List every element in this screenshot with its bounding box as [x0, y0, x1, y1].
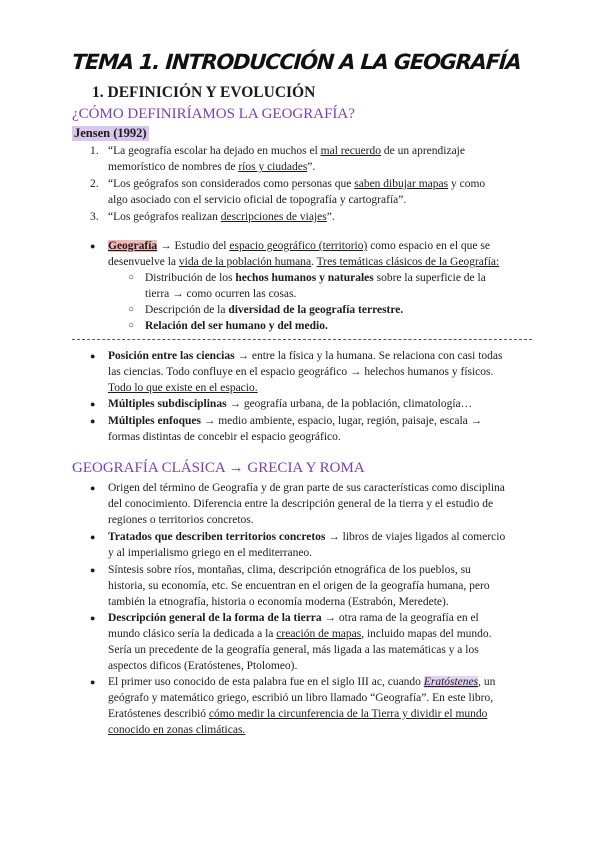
circle-bullet-icon: ○: [128, 320, 135, 331]
list-item-text: “La geografía escolar ha dejado en muchos el mal recuerdo de un aprendizaje: [108, 145, 465, 157]
list-item-text: “Los geógrafos realizan descripciones de viajes”.: [108, 211, 335, 223]
bullet-text: Síntesis sobre ríos, montañas, clima, descripción etnográfica de los pueblos, su: [108, 564, 471, 576]
bullet-text: Todo lo que existe en el espacio.: [108, 382, 258, 394]
bullet-text: Origen del término de Geografía y de gran parte de sus características como disciplina: [108, 482, 505, 494]
bullet-text: Posición entre las ciencias → entre la física y la humana. Se relaciona con casi todas: [108, 350, 503, 362]
bullet-icon: ●: [90, 532, 96, 542]
bullet-icon: ●: [90, 351, 96, 361]
definition-text: desenvuelve la vida de la población humana. Tres temáticas clásicos de la Geografía:: [108, 256, 500, 268]
definition-text: Geografía → Estudio del espacio geográfico (territorio) como espacio en el que se: [108, 240, 490, 252]
bullet-text: Descripción general de la forma de la tierra → otra rama de la geografía en el: [108, 612, 479, 624]
bullet-text: regiones o territorios concretos.: [108, 514, 254, 526]
author-label: Jensen (1992): [74, 126, 147, 140]
bullet-text: formas distintas de concebir el espacio geográfico.: [108, 431, 341, 443]
bullet-icon: ●: [90, 399, 96, 409]
bullet-text: Múltiples subdisciplinas → geografía urbana, de la población, climatología…: [108, 398, 473, 410]
bullet-icon: ●: [90, 241, 96, 251]
bullet-text: Múltiples enfoques → medio ambiente, espacio, lugar, región, paisaje, escala →: [108, 415, 483, 427]
bullet-text: las ciencias. Todo confluye en el espacio geográfico → helechos humanos y físicos.: [108, 366, 494, 378]
bullet-icon: ●: [90, 565, 96, 575]
list-item-text: “Los geógrafos son considerados como personas que saben dibujar mapas y como: [108, 178, 486, 190]
sub-item-text: Relación del ser humano y del medio.: [145, 320, 328, 332]
bullet-text: geógrafo y matemático griego, escribió un libro llamado “Geografía”. En este libro,: [108, 692, 494, 704]
page-title: TEMA 1. INTRODUCCIÓN A LA GEOGRAFÍA: [71, 50, 522, 74]
bullet-icon: ●: [90, 483, 96, 493]
list-number: 3.: [90, 211, 99, 223]
bullet-text: también la etnografía, historia o economía moderna (Estrabón, Meredete).: [108, 596, 449, 608]
bullet-text: Tratados que describen territorios concretos → libros de viajes ligados al comercio: [108, 531, 506, 543]
circle-bullet-icon: ○: [128, 304, 135, 315]
bullet-icon: ●: [90, 613, 96, 623]
bullet-text: aspectos dificos (Eratóstenes, Ptolomeo).: [108, 660, 298, 672]
bullet-text: conocido en zonas climáticas.: [108, 724, 246, 736]
bullet-text: y al imperialismo griego en el mediterraneo.: [108, 547, 313, 559]
sub-item-text: Distribución de los hechos humanos y naturales sobre la superficie de la: [145, 272, 486, 284]
list-number: 1.: [90, 145, 99, 157]
bullet-text: Sería un precedente de la geografía general, más ligada a las matemáticas y a los: [108, 644, 479, 656]
section-heading-definicion: 1. DEFINICIÓN Y EVOLUCIÓN: [92, 84, 316, 101]
list-item-text: algo asociado con el servicio oficial de topografía y cartografía”.: [108, 194, 407, 206]
sub-item-text: Descripción de la diversidad de la geografía terrestre.: [145, 304, 404, 316]
subheading-question: ¿CÓMO DEFINIRÍAMOS LA GEOGRAFÍA?: [72, 106, 355, 122]
sub-item-text: tierra → como ocurren las cosas.: [145, 288, 297, 300]
section-heading-geografia-clasica: GEOGRAFÍA CLÁSICA → GRECIA Y ROMA: [72, 460, 365, 476]
bullet-text: mundo clásico sería la dedicada a la creación de mapas, incluido mapas del mundo.: [108, 628, 492, 640]
bullet-text: del conocimiento. Diferencia entre la descripción general de la tierra y el estudio de: [108, 498, 494, 510]
list-item-text: memorístico de nombres de ríos y ciudades”.: [108, 161, 316, 173]
bullet-text: historia, su economía, etc. Se encuentran en el origen de la geografía humana, pero: [108, 580, 490, 592]
bullet-text: El primer uso conocido de esta palabra fue en el siglo III ac, cuando Eratóstenes, un: [108, 676, 496, 688]
bullet-icon: ●: [90, 416, 96, 426]
circle-bullet-icon: ○: [128, 272, 135, 283]
dashed-divider: [72, 339, 532, 340]
list-number: 2.: [90, 178, 99, 190]
bullet-text: Eratóstenes describió cómo medir la circunferencia de la Tierra y dividir el mundo: [108, 708, 488, 720]
bullet-icon: ●: [90, 677, 96, 687]
